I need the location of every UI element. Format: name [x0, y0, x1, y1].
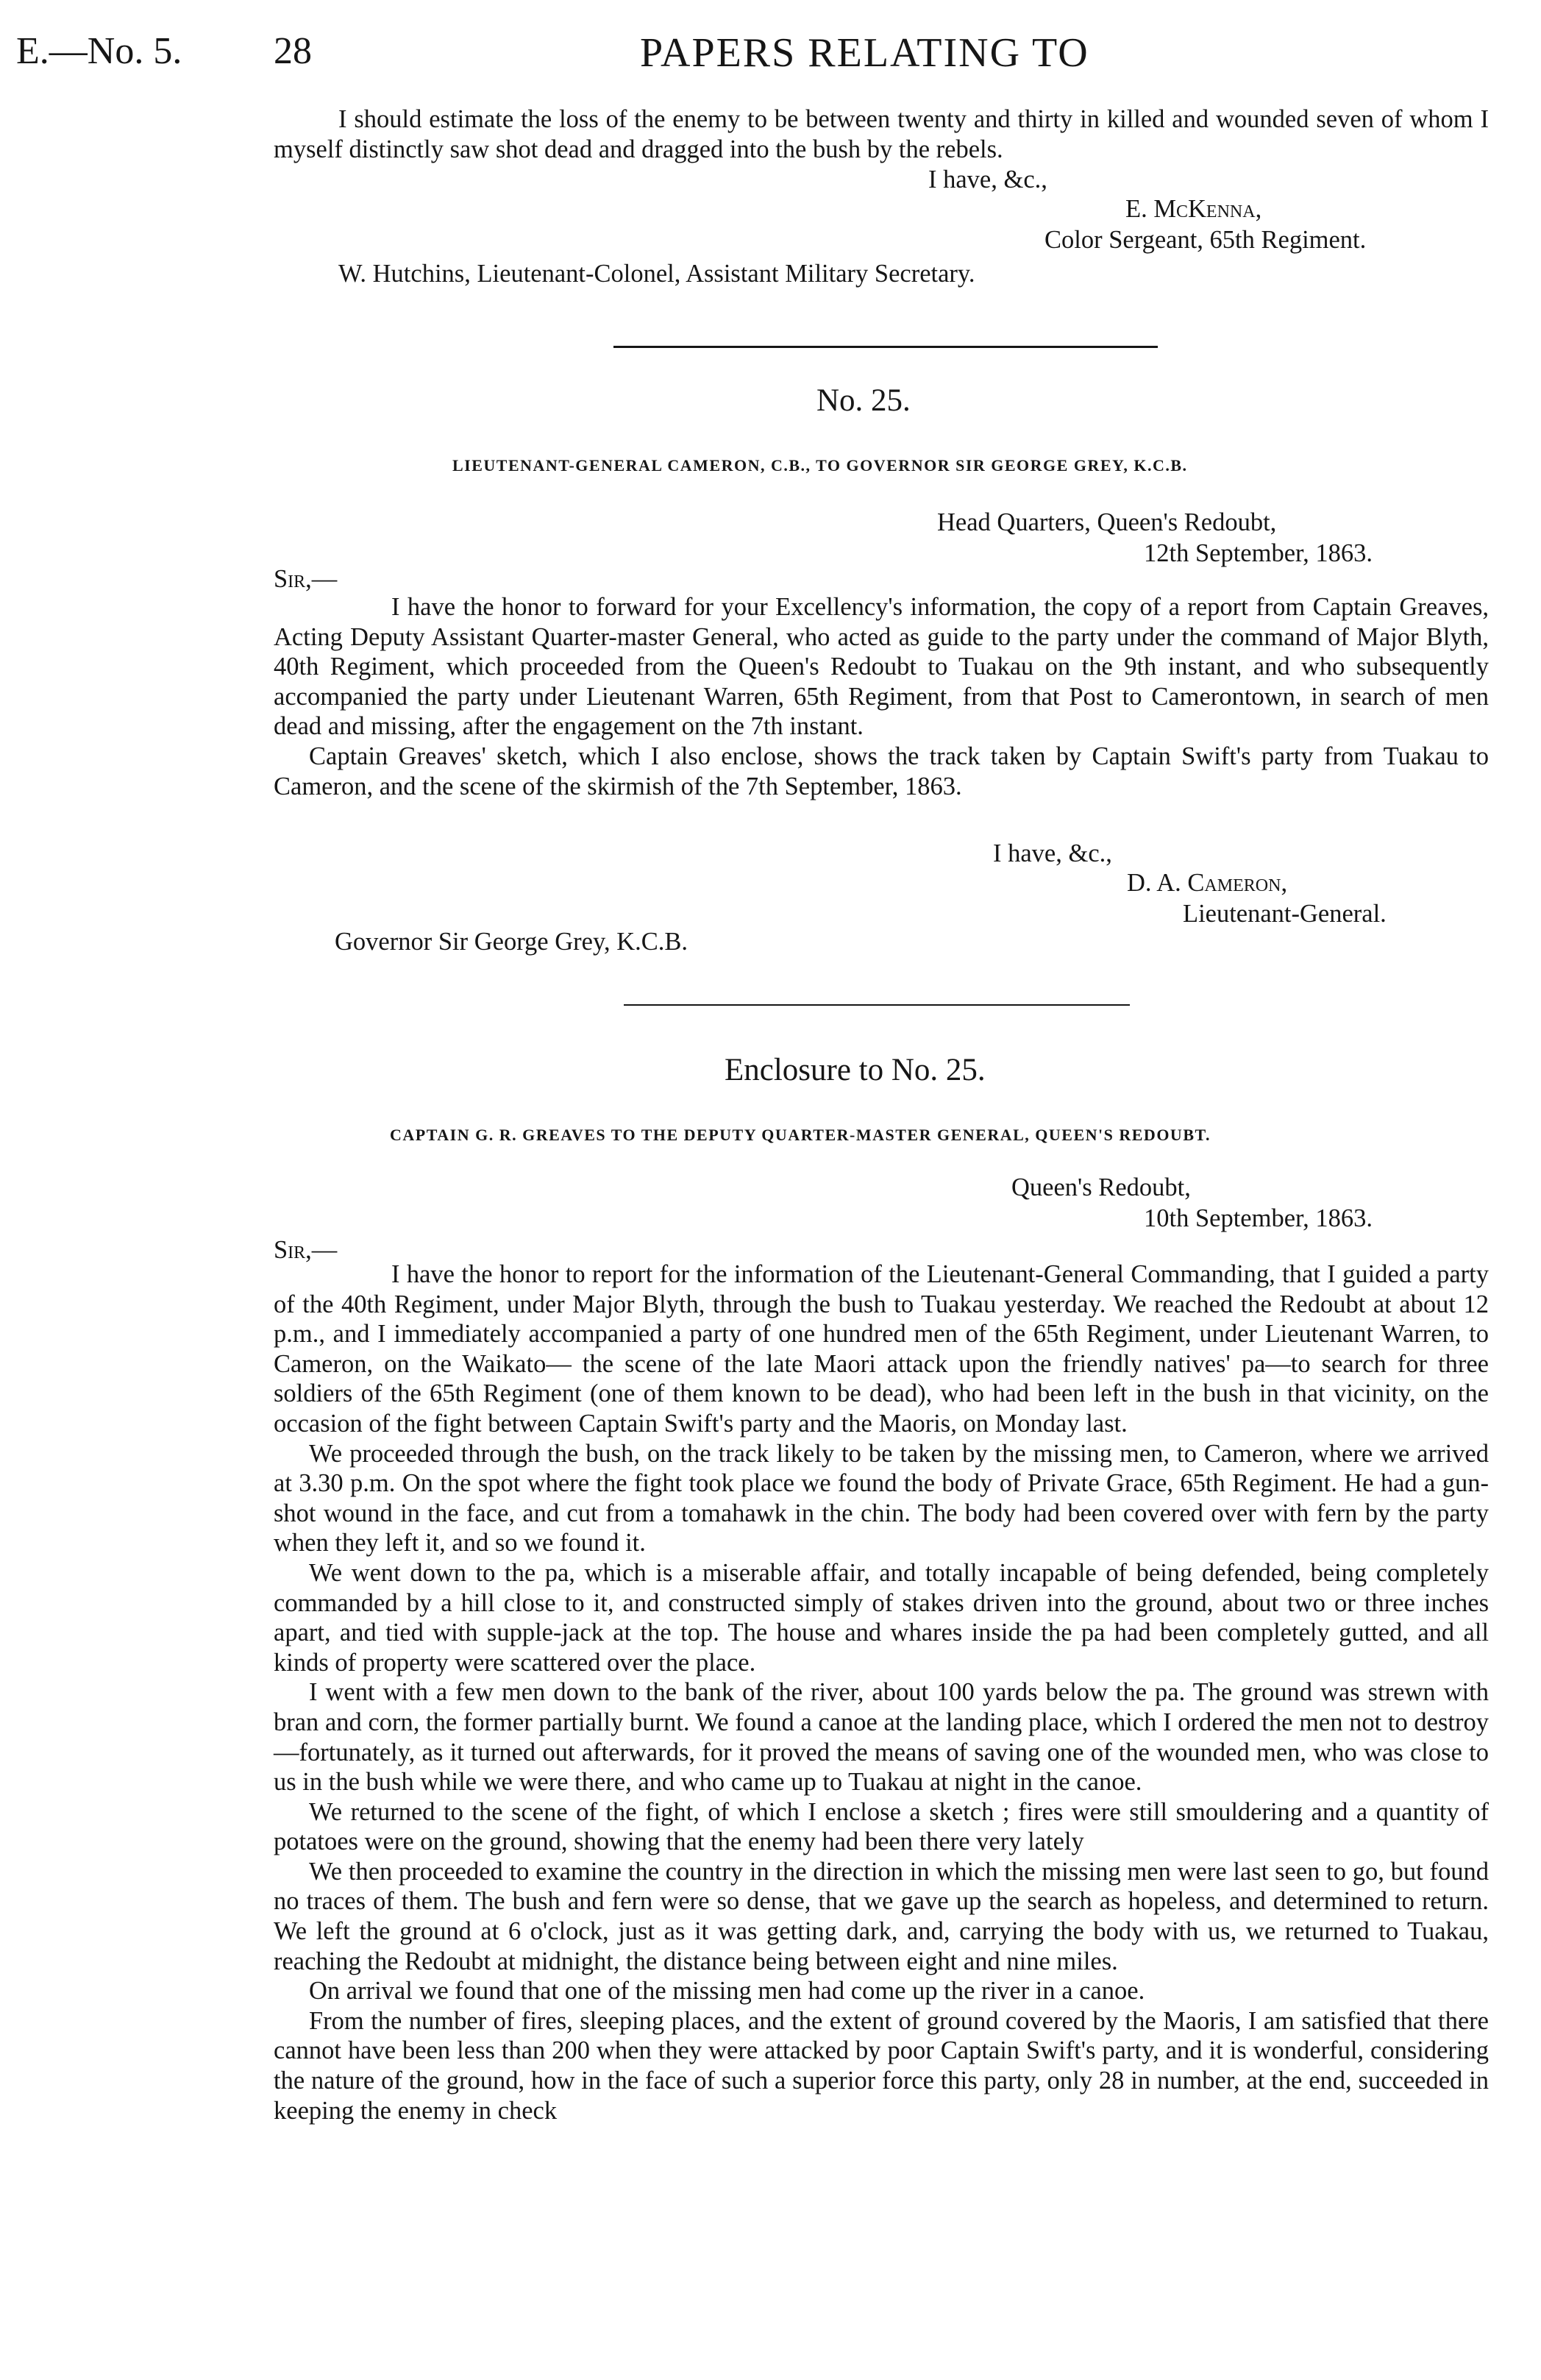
no25-subheading: LIEUTENANT-GENERAL CAMERON, C.B., TO GOVERNOR SIR GEORGE GREY, K.C.B.: [452, 456, 1188, 475]
no25-signature: D. A. Cameron,: [1127, 869, 1288, 897]
no25-salutation: Sir,—: [274, 565, 338, 593]
opening-signature: E. McKenna,: [1125, 195, 1262, 223]
running-title: PAPERS RELATING TO: [640, 30, 1089, 76]
enclosure-paragraph-6: We then proceeded to examine the country in the direction in which the missing men were last seen to go, but found no traces of them. The bush and fern were so dense, that we gave up the search as hopeless, and determined to return. We left the ground at 6 o'clock, just as it was getting dark, and, carrying the body with us, we returned to Tuakau, reaching the Redoubt at midnight, the distance being between eight and nine miles.: [274, 1857, 1489, 1975]
section-divider-1: [613, 346, 1158, 348]
enclosure-paragraph-3: We went down to the pa, which is a miserable affair, and totally incapable of being defended, being completely commanded by a hill close to it, and constructed simply of stakes driven into the ground, about two or three inches apart, and tied with supple-jack at the top. The house and whares inside the pa had been completely gutted, and all kinds of property were scattered over the place.: [274, 1558, 1489, 1677]
enclosure-paragraph-4: I went with a few men down to the bank of the river, about 100 yards below the pa. The ground was strewn with bran and corn, the former partially burnt. We found a canoe at the landing place, which I ordered the men not to destroy—fortunately, as it turned out afterwards, for it proved the means of saving one of the wounded men, who was close to us in the bush while we were there, and who came up to Tuakau at night in the canoe.: [274, 1678, 1489, 1797]
no25-signature-title: Lieutenant-General.: [1183, 900, 1387, 928]
opening-section: [0, 104, 1541, 164]
enclosure-paragraph-8: From the number of fires, sleeping places, and the extent of ground covered by the Maoris, I am satisfied that there cannot have been less than 200 when they were attacked by poor Captain Swift's party, and it is wonderful, considering the nature of the ground, how in the face of such a superior force this party, only 28 in number, at the end, succeeded in keeping the enemy in check: [274, 2006, 1489, 2125]
no25-place: Head Quarters, Queen's Redoubt,: [937, 508, 1277, 536]
enclosure-date: 10th September, 1863.: [1144, 1204, 1373, 1232]
page-header: [0, 29, 1541, 81]
no25-body: [0, 592, 1541, 801]
no25-valediction: I have, &c.,: [993, 839, 1112, 867]
no25-addressee: Governor Sir George Grey, K.C.B.: [335, 928, 688, 956]
no25-paragraph-1: I have the honor to forward for your Excellency's information, the copy of a report from Captain Greaves, Acting Deputy Assistant Quarter-master General, who acted as guide to the party under the command of Major Blyth, 40th Regiment, which proceeded from the Queen's Redoubt to Tuakau on the 9th instant, and who subsequently accompanied the party under Lieutenant Warren, 65th Regiment, from that Post to Camerontown, in search of men dead and missing, after the engagement on the 7th instant.: [274, 593, 1489, 741]
enclosure-place: Queen's Redoubt,: [1011, 1173, 1191, 1201]
document-code: E.—No. 5.: [16, 30, 182, 72]
opening-valediction: I have, &c.,: [928, 166, 1047, 193]
enclosure-heading: Enclosure to No. 25.: [725, 1053, 986, 1087]
enclosure-salutation: Sir,—: [274, 1236, 338, 1264]
page-number: 28: [274, 30, 312, 72]
enclosure-paragraph-1: I have the honor to report for the information of the Lieutenant-General Commanding, that I guided a party of the 40th Regiment, under Major Blyth, through the bush to Tuakau yesterday. We reached the Redoubt at about 12 p.m., and I immediately accompanied a party of one hundred men of the 65th Regiment, under Lieutenant Warren, to Cameron, on the Waikato— the scene of the late Maori attack upon the friendly natives' pa—to search for three soldiers of the 65th Regiment (one of them known to be dead), who had been left in the bush in that vicinity, on the occasion of the fight between Captain Swift's party and the Maoris, on Monday last.: [274, 1260, 1489, 1438]
enclosure-paragraph-5: We returned to the scene of the fight, of which I enclose a sketch ; fires were still smouldering and a quantity of potatoes were on the ground, showing that the enemy had been there very lately: [274, 1797, 1489, 1856]
no25-date: 12th September, 1863.: [1144, 539, 1373, 567]
opening-addressee: W. Hutchins, Lieutenant-Colonel, Assistant Military Secretary.: [338, 260, 975, 288]
enclosure-paragraph-2: We proceeded through the bush, on the track likely to be taken by the missing men, to Cameron, where we arrived at 3.30 p.m. On the spot where the fight took place we found the body of Private Grace, 65th Regiment. He had a gun-shot wound in the face, and cut from a tomahawk in the chin. The body had been covered over with fern by the party when they left it, and so we found it.: [274, 1439, 1489, 1557]
opening-signature-title: Color Sergeant, 65th Regiment.: [1044, 226, 1367, 254]
opening-paragraph: I should estimate the loss of the enemy to be between twenty and thirty in killed and wounded seven of whom I myself distinctly saw shot dead and dragged into the bush by the rebels.: [274, 105, 1489, 163]
enclosure-paragraph-7: On arrival we found that one of the missing men had come up the river in a canoe.: [309, 1977, 1145, 2006]
enclosure-subheading: CAPTAIN G. R. GREAVES TO THE DEPUTY QUARTER-MASTER GENERAL, QUEEN'S REDOUBT.: [390, 1126, 1211, 1144]
enclosure-body: [0, 1260, 1541, 2125]
no25-heading: No. 25.: [816, 383, 911, 418]
no25-paragraph-2: Captain Greaves' sketch, which I also enclose, shows the track taken by Captain Swift's party from Tuakau to Cameron, and the scene of the skirmish of the 7th September, 1863.: [274, 742, 1489, 800]
section-divider-2: [624, 1004, 1130, 1006]
